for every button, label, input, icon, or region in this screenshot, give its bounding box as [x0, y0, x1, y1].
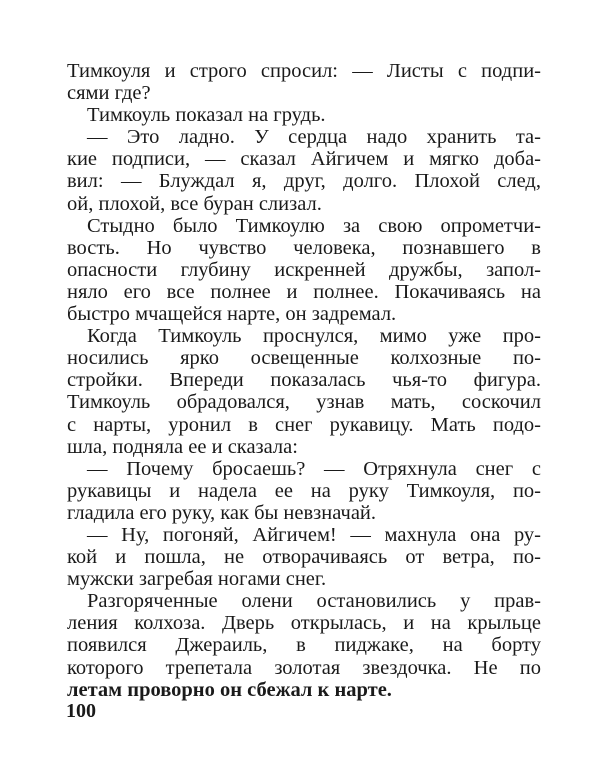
paragraph [67, 60, 541, 104]
text-line: вил: — Блуждал я, друг, долго. Плохой след, [67, 170, 541, 193]
text-line: сями где? [67, 82, 151, 105]
text-line: ой, плохой, все буран слизал. [67, 192, 322, 215]
paragraph [67, 590, 541, 700]
text-line: Тимкоуля и строго спросил: — Листы с подпи- [67, 60, 541, 82]
text-line: опасности глубину искренней дружбы, запол- [67, 258, 541, 281]
text-line: няло его все полнее и полнее. Покачиваясь на [67, 280, 541, 303]
text-line: появился Джераиль, в пиджаке, на борту [67, 634, 541, 657]
text-line: Тимкоуль обрадовался, узнав мать, соскочил [67, 391, 541, 414]
text-line: Тимкоуль показал на грудь. [87, 104, 326, 127]
text-line: Разгоряченные олени остановились у прав- [87, 590, 541, 613]
paragraph [67, 458, 541, 524]
text-line: ления колхоза. Дверь открылась, и на крыльце [67, 612, 541, 635]
text-line: гладила его руку, как бы невзначай. [67, 501, 377, 524]
text-line: — Почему бросаешь? — Отряхнула снег с [87, 457, 541, 480]
text-line: которого трепетала золотая звездочка. Не по [67, 656, 541, 679]
text-line: с нарты, уронил в снег рукавицу. Мать подо- [67, 413, 541, 436]
text-line: носились ярко освещенные колхозные по- [67, 347, 541, 370]
text-line: мужски загребая ногами снег. [67, 568, 327, 591]
page-number: 100 [66, 700, 96, 722]
text-line: — Это ладно. У сердца надо хранить та- [87, 126, 541, 149]
text-line: рукавицы и надела ее на руку Тимкоуля, по- [67, 479, 541, 502]
text-line: кие подписи, — сказал Айгичем и мягко доба- [67, 148, 541, 171]
paragraph [67, 104, 541, 126]
text-line: стройки. Впереди показалась чья-то фигура. [67, 369, 541, 392]
text-line: вость. Но чувство человека, познавшего в [67, 236, 541, 259]
text-line: шла, подняла ее и сказала: [67, 435, 298, 458]
page-body [67, 60, 541, 701]
text-line: летам проворно он сбежал к нарте. [67, 678, 392, 701]
text-line: — Ну, погоняй, Айгичем! — махнула она ру- [87, 523, 541, 546]
text-line: Когда Тимкоуль проснулся, мимо уже про- [87, 325, 541, 348]
text-line: кой и пошла, не отворачиваясь от ветра, по- [67, 546, 541, 569]
text-line: Стыдно было Тимкоулю за свою опрометчи- [87, 214, 541, 237]
paragraph [67, 215, 541, 325]
text-line: быстро мчащейся нарте, он задремал. [67, 303, 397, 326]
paragraph [67, 126, 541, 214]
paragraph [67, 524, 541, 590]
paragraph [67, 325, 541, 458]
